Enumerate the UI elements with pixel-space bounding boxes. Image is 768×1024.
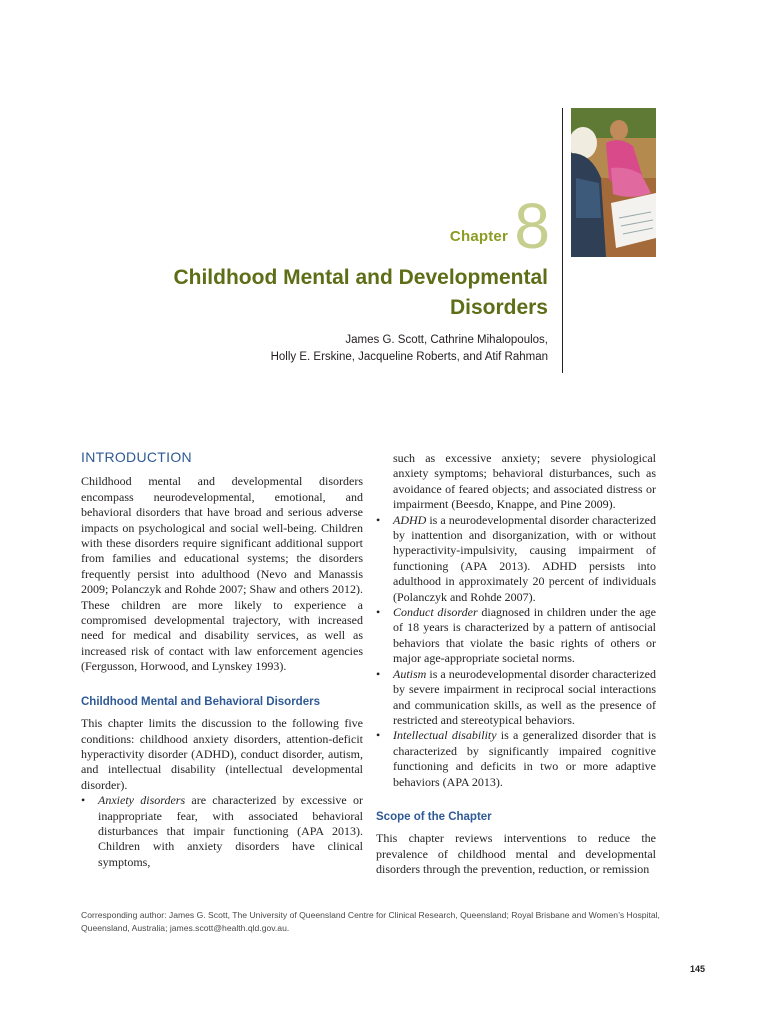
bullet-text: is a neurodevelopmental disorder characterized by inattention and disorganization, with or without hyperactivity-impulsivity, causing impairment of functioning (APA 2013). ADHD persists into adulthood in approximately 20 percent of individuals (Polanczyk and Rohde 2007). xyxy=(393,512,656,604)
bullet-dot: • xyxy=(376,605,381,620)
chapter-title xyxy=(108,263,548,323)
bullet-dot: • xyxy=(376,728,381,743)
bullet-item-anxiety xyxy=(81,793,363,870)
disorders-subheading: Childhood Mental and Behavioral Disorders xyxy=(81,695,320,708)
scope-subheading: Scope of the Chapter xyxy=(376,810,492,823)
bullet-list-left xyxy=(81,793,363,870)
bullet-dot: • xyxy=(376,512,381,527)
authors-line-2: Holly E. Erskine, Jacqueline Roberts, and Atif Rahman xyxy=(270,351,548,363)
authors xyxy=(108,332,548,366)
anxiety-continued-text: such as excessive anxiety; severe physiological anxiety symptoms; behavioral disturbances, such as avoidance of feared objects; and associated distress or impairment (Beesdo, Knappe, and Pine 2009). xyxy=(393,451,656,512)
bullet-term: Conduct disorder xyxy=(393,605,478,620)
bullet-term: ADHD xyxy=(393,512,427,527)
right-column xyxy=(376,451,656,878)
authors-line-1: James G. Scott, Cathrine Mihalopoulos, xyxy=(345,334,548,346)
bullet-item-conduct xyxy=(376,605,656,667)
footnote: Corresponding author: James G. Scott, The University of Queensland Centre for Clinical Research, Queensland; Royal Brisbane and Women’s Hospital, Queensland, Australia; james.scott@health.qld.gov.au. xyxy=(81,910,660,933)
bullet-term: Anxiety disorders xyxy=(98,793,186,808)
bullet-term: Intellectual disability xyxy=(393,728,497,743)
bullet-item-intellectual xyxy=(376,728,656,790)
introduction-heading: INTRODUCTION xyxy=(81,449,192,465)
left-column xyxy=(81,448,363,870)
bullet-term: Autism xyxy=(393,666,427,681)
chapter-title-line-1: Childhood Mental and Developmental xyxy=(173,266,548,289)
bullet-dot: • xyxy=(376,666,381,681)
vertical-rule xyxy=(562,108,563,373)
bullet-text: diagnosed in children under the age of 18 years is characterized by a pattern of antisocial behaviors that violate the basic rights of others or major age-appropriate societal norms. xyxy=(393,605,657,666)
scope-paragraph: This chapter reviews interventions to reduce the prevalence of childhood mental and developmental disorders through the prevention, reduction, or remission xyxy=(376,831,656,877)
page-number: 145 xyxy=(690,964,706,974)
chapter-marker xyxy=(400,190,550,262)
bullet-text: is a generalized disorder that is characterized by significantly impaired cognitive functioning and deficits in two or more adaptive behaviors (APA 2013). xyxy=(393,728,656,789)
introduction-paragraph: Childhood mental and developmental disorders encompass neurodevelopmental, emotional, and behavioral disorders that have broad and serious adverse impacts on psychological and social well-being. Children with these disorders require significant additional support from families and educational systems; the disorders frequently persist into adulthood (Nevo and Manassis 2009; Polanczyk and Rohde 2007; Shaw and others 2012). These children are more likely to experience a compromised developmental trajectory, with increased need for medical and disability services, as well as increased risk of contact with law enforcement agencies (Fergusson, Horwood, and Lynskey 1993). xyxy=(81,474,363,674)
bullet-item-adhd xyxy=(376,513,656,605)
disorders-paragraph: This chapter limits the discussion to the following five conditions: childhood anxiety disorders, attention-deficit hyperactivity disorder (ADHD), conduct disorder, autism, and intellectual disability (intellectual developmental disorder). xyxy=(81,716,363,792)
chapter-number: 8 xyxy=(514,190,550,262)
bullet-item-autism xyxy=(376,667,656,729)
bullet-list-right xyxy=(376,513,656,790)
chapter-photo xyxy=(571,108,656,257)
chapter-label: Chapter xyxy=(449,228,508,245)
bullet-text: are characterized by excessive or inappropriate fear, with associated behavioral disturbances that impair functioning (APA 2013). Children with anxiety disorders have clinical symptoms, xyxy=(98,793,363,869)
bullet-dot: • xyxy=(81,793,86,808)
bullet-text: is a neurodevelopmental disorder characterized by severe impairment in reciprocal social interactions and communication skills, as well as the presence of restricted and stereotypical behaviors. xyxy=(393,666,656,727)
chapter-title-line-2: Disorders xyxy=(449,296,548,319)
